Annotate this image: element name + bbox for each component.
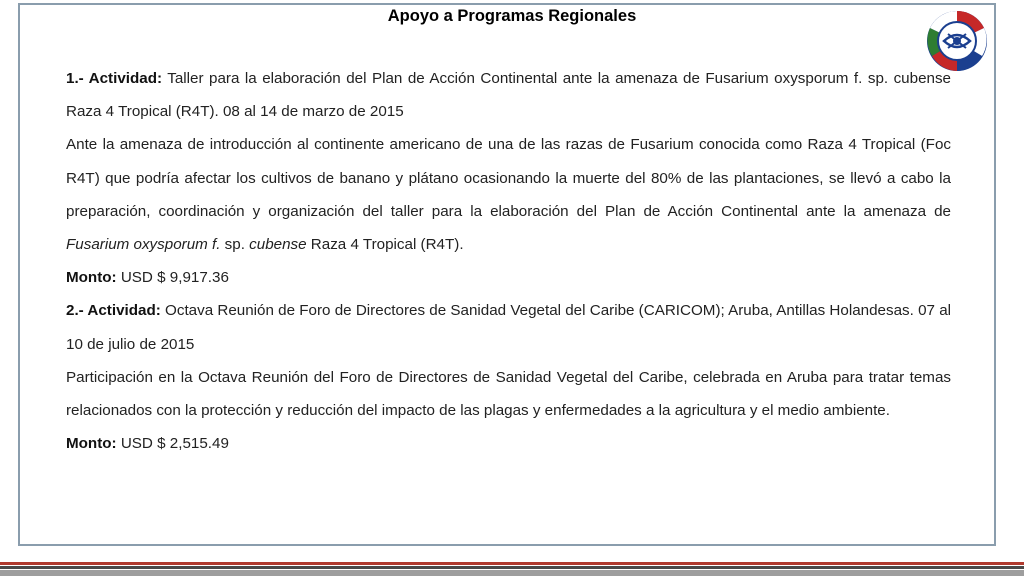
activity-2-heading-text: Octava Reunión de Foro de Directores de Sanidad Vegetal del Caribe (CARICOM); Aruba, Antillas Holandesas. 07 al 10 de julio de 2015 [66, 302, 952, 353]
activity-2-amount [66, 427, 951, 460]
footer-bar-red [0, 562, 1024, 565]
activity-1-label: 1.- Actividad: [66, 70, 163, 87]
activity-1-amount-label: Monto: [66, 269, 117, 287]
activity-1-amount-value: USD $ 9,917.36 [116, 269, 229, 287]
page-title: Apoyo a Programas Regionales [387, 7, 637, 25]
activity-1-heading-text: Taller para la elaboración del Plan de Acción Continental ante la amenaza de Fusarium oxysporum f. sp. cubense Raza 4 Tropical (R4T). 08 al 14 de marzo de 2015 [66, 70, 952, 121]
activity-1-description: Ante la amenaza de introducción al continente americano de una de las razas de Fusarium conocida como Raza 4 Tropical (Foc R4T) que podría afectar los cultivos de banano y plátano ocasionando la muerte del 80% de las plantaciones, se llevó a cabo la preparación, coordinación y organización del taller para la elaboración del Plan de Acción Continental ante la amenaza de Fusarium oxysporum f. sp. cubense Raza 4 Tropical (R4T). [66, 136, 951, 254]
activity-2-amount-value: USD $ 2,515.49 [116, 435, 229, 453]
footer-bar-dark [0, 566, 1024, 569]
activity-1-heading [66, 62, 951, 128]
footer-bar-grey [0, 570, 1024, 576]
activity-2-description: Participación en la Octava Reunión del Foro de Directores de Sanidad Vegetal del Caribe, celebrada en Aruba para tratar temas relacionados con la protección y reducción del impacto de las plagas y enfermedades a la agricultura y el medio ambiente. [66, 368, 951, 420]
content-body [66, 62, 951, 460]
activity-1-amount [66, 261, 951, 294]
activity-2-label: 2.- Actividad: [66, 302, 161, 320]
activity-2-heading [66, 294, 951, 360]
activity-2-amount-label: Monto: [66, 435, 117, 453]
